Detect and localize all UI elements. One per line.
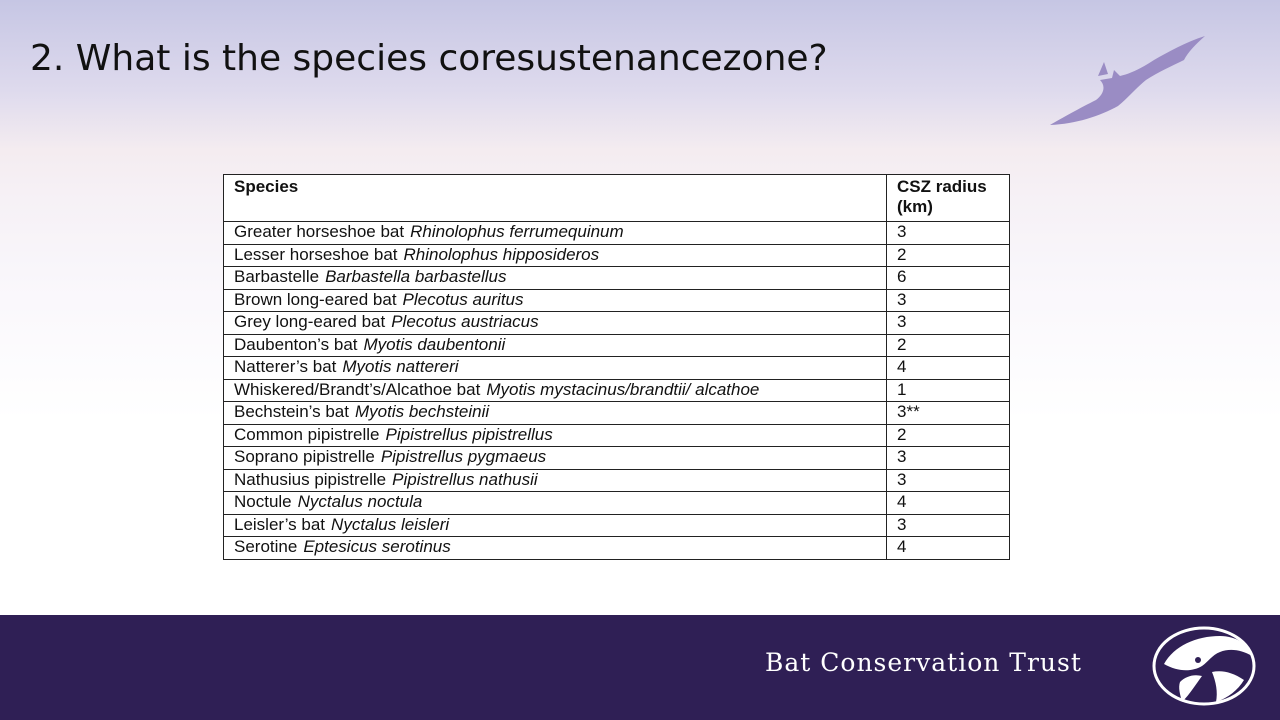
species-cell bbox=[224, 357, 887, 380]
slide-title: 2. What is the species coresustenancezone? bbox=[30, 38, 828, 79]
radius-cell: 6 bbox=[887, 267, 1010, 290]
scientific-name: Rhinolophus ferrumequinum bbox=[410, 222, 624, 241]
scientific-name: Myotis mystacinus/brandtii/ alcathoe bbox=[486, 379, 760, 399]
species-cell bbox=[224, 312, 887, 335]
species-cell bbox=[224, 267, 887, 290]
common-name: Lesser horseshoe bat bbox=[234, 244, 398, 264]
table-row bbox=[224, 469, 1010, 492]
table-row bbox=[224, 424, 1010, 447]
scientific-name: Eptesicus serotinus bbox=[303, 537, 451, 556]
scientific-name: Pipistrellus pygmaeus bbox=[380, 447, 547, 466]
species-cell bbox=[224, 222, 887, 245]
scientific-name: Plecotus austriacus bbox=[391, 312, 539, 331]
scientific-name: Myotis nattereri bbox=[342, 357, 459, 376]
radius-cell: 3 bbox=[887, 289, 1010, 312]
table-body bbox=[224, 222, 1010, 560]
radius-cell: 4 bbox=[887, 357, 1010, 380]
species-cell bbox=[224, 334, 887, 357]
table-row bbox=[224, 334, 1010, 357]
table-row bbox=[224, 447, 1010, 470]
species-cell bbox=[224, 424, 887, 447]
common-name: Noctule bbox=[234, 492, 292, 511]
common-name: Whiskered/Brandt’s/Alcathoe bat bbox=[234, 379, 481, 399]
table-row bbox=[224, 402, 1010, 425]
scientific-name: Nyctalus noctula bbox=[297, 492, 423, 511]
common-name: Grey long-eared bat bbox=[234, 312, 386, 331]
common-name: Barbastelle bbox=[234, 267, 320, 286]
common-name: Brown long-eared bat bbox=[234, 289, 397, 309]
bat-silhouette-icon bbox=[1040, 30, 1215, 135]
radius-cell: 3 bbox=[887, 514, 1010, 537]
table-row bbox=[224, 379, 1010, 402]
table-row bbox=[224, 537, 1010, 560]
scientific-name: Barbastella barbastellus bbox=[325, 267, 507, 286]
table-header-row bbox=[224, 175, 1010, 222]
csz-radius-column-header bbox=[887, 175, 1010, 222]
radius-cell: 3 bbox=[887, 469, 1010, 492]
radius-cell: 2 bbox=[887, 244, 1010, 267]
common-name: Soprano pipistrelle bbox=[234, 447, 375, 466]
csz-header-line1: CSZ radius bbox=[897, 177, 987, 196]
radius-cell: 2 bbox=[887, 424, 1010, 447]
common-name: Nathusius pipistrelle bbox=[234, 469, 387, 489]
species-cell bbox=[224, 469, 887, 492]
species-cell bbox=[224, 447, 887, 470]
radius-cell: 4 bbox=[887, 492, 1010, 515]
table-row bbox=[224, 492, 1010, 515]
radius-cell: 2 bbox=[887, 334, 1010, 357]
bat-conservation-trust-logo-icon bbox=[1150, 624, 1258, 708]
table-row bbox=[224, 267, 1010, 290]
common-name: Common pipistrelle bbox=[234, 424, 380, 444]
scientific-name: Pipistrellus nathusii bbox=[392, 469, 538, 489]
common-name: Bechstein’s bat bbox=[234, 402, 349, 421]
species-cell bbox=[224, 514, 887, 537]
csz-table-container bbox=[223, 174, 1010, 560]
species-cell bbox=[224, 289, 887, 312]
table-row bbox=[224, 312, 1010, 335]
scientific-name: Rhinolophus hipposideros bbox=[403, 244, 600, 264]
species-cell bbox=[224, 379, 887, 402]
table-row bbox=[224, 244, 1010, 267]
csz-table bbox=[223, 174, 1010, 560]
table-row bbox=[224, 289, 1010, 312]
csz-header-line2: (km) bbox=[897, 197, 933, 216]
species-cell bbox=[224, 244, 887, 267]
scientific-name: Myotis daubentonii bbox=[363, 334, 506, 354]
scientific-name: Nyctalus leisleri bbox=[331, 514, 450, 534]
table-row bbox=[224, 357, 1010, 380]
radius-cell: 3 bbox=[887, 312, 1010, 335]
common-name: Natterer’s bat bbox=[234, 357, 337, 376]
footer-bar bbox=[0, 615, 1280, 720]
organization-name: Bat Conservation Trust bbox=[765, 648, 1082, 677]
table-row bbox=[224, 514, 1010, 537]
radius-cell: 3** bbox=[887, 402, 1010, 425]
common-name: Serotine bbox=[234, 537, 298, 556]
species-cell bbox=[224, 537, 887, 560]
table-row bbox=[224, 222, 1010, 245]
radius-cell: 1 bbox=[887, 379, 1010, 402]
radius-cell: 3 bbox=[887, 222, 1010, 245]
scientific-name: Plecotus auritus bbox=[402, 289, 524, 309]
scientific-name: Pipistrellus pipistrellus bbox=[385, 424, 553, 444]
species-column-header: Species bbox=[224, 175, 887, 222]
scientific-name: Myotis bechsteinii bbox=[354, 402, 490, 421]
common-name: Leisler’s bat bbox=[234, 514, 326, 534]
radius-cell: 3 bbox=[887, 447, 1010, 470]
radius-cell: 4 bbox=[887, 537, 1010, 560]
common-name: Greater horseshoe bat bbox=[234, 222, 405, 241]
species-cell bbox=[224, 402, 887, 425]
species-cell bbox=[224, 492, 887, 515]
common-name: Daubenton’s bat bbox=[234, 334, 358, 354]
